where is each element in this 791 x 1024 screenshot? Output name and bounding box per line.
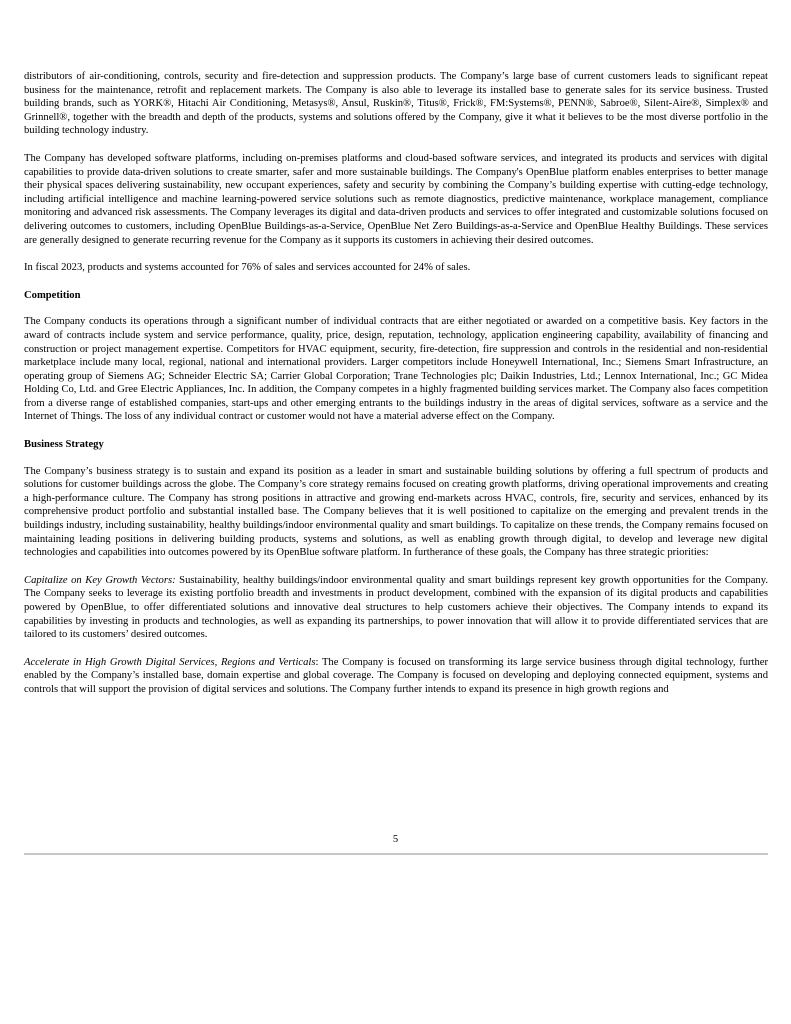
paragraph-software-platforms: The Company has developed software platforms, including on-premises platforms and cloud-based software services, and integrated its products and services with digital capabilities to provide data-driven solutions to create smarter, safer and more sustainable buildings. The Company's OpenBlue platform enables enterprises to better manage their physical spaces delivering sustainability, new occupant experiences, safety and security by combining the Company’s building expertise with cutting-edge technology, including artificial intelligence and machine learning-powered service solutions such as remote diagnostics, predictive maintenance, workplace management, compliance monitoring and advanced risk assessments. The Company leverages its digital and data-driven products and services to offer integrated and customizable solutions focused on delivering outcomes to customers, including OpenBlue Buildings-as-a-Service, OpenBlue Net Zero Buildings-as-a-Service and OpenBlue Healthy Buildings. These services are generally designed to generate recurring revenue for the Company as it supports its customers in achieving their desired outcomes. bbox=[24, 152, 768, 246]
paragraph-growth-vectors bbox=[24, 574, 768, 642]
page-number: 5 bbox=[392, 834, 399, 845]
growth-vectors-body: Sustainability, healthy buildings/indoor environmental quality and smart buildings represent key growth opportunities for the Company. The Company seeks to leverage its existing portfolio breadth and investments in product development, combined with the expansion of its digital products and capabilities powered by OpenBlue, to offer differentiated solutions and innovative deal structures to help customers achieve their objectives. The Company intends to expand its capabilities by investing in products and technologies, as well as expanding its partnerships, to power innovation that will allow it to provide differentiated services that are tailored to its customers’ desired outcomes. bbox=[24, 574, 768, 641]
paragraph-sales-mix: In fiscal 2023, products and systems accounted for 76% of sales and services accounted for 24% of sales. bbox=[24, 262, 471, 274]
growth-vectors-lead: Capitalize on Key Growth Vectors: bbox=[24, 574, 176, 586]
digital-services-body: : The Company is focused on transforming its large service business through digital technology, further enabled by the Company’s installed base, domain expertise and global coverage. The Company is focused on developing and deploying connected equipment, systems and controls that will support the provision of digital services and solutions. The Company further intends to expand its presence in high growth regions and bbox=[24, 656, 769, 695]
digital-services-lead: Accelerate in High Growth Digital Services, Regions and Verticals bbox=[24, 656, 316, 668]
paragraph-competition: The Company conducts its operations through a significant number of individual contracts that are either negotiated or awarded on a competitive basis. Key factors in the award of contracts include system and service performance, quality, price, design, reputation, technology, application engineering capability, availability of financing and construction or project management expertise. Competitors for HVAC equipment, security, fire-detection, fire suppression and controls in the residential and non-residential marketplace include many local, regional, national and international providers. Larger competitors include Honeywell International, Inc.; Siemens Smart Infrastructure, an operating group of Siemens AG; Schneider Electric SA; Carrier Global Corporation; Trane Technologies plc; Daikin Industries, Ltd.; Lennox International, Inc.; GC Midea Holding Co, Ltd. and Gree Electric Appliances, Inc. In addition, the Company competes in a highly fragmented building services market. The Company also faces competition from a diverse range of established companies, start-ups and other emerging entrants to the buildings industry in the areas of digital services, software as a service and the Internet of Things. The loss of any individual contract or customer would not have a material adverse effect on the Company. bbox=[24, 316, 768, 423]
section-heading-competition: Competition bbox=[24, 289, 81, 301]
page-divider bbox=[24, 853, 768, 855]
section-heading-business-strategy: Business Strategy bbox=[24, 439, 104, 451]
paragraph-digital-services bbox=[24, 656, 768, 697]
paragraph-business-strategy: The Company’s business strategy is to sustain and expand its position as a leader in smart and sustainable building solutions by offering a full spectrum of products and solutions for customer buildings across the globe. The Company’s core strategy remains focused on creating growth platforms, driving operational improvements and creating a high-performance culture. The Company has strong positions in attractive and growing end-markets across HVAC, controls, fire, security and services, enhanced by its comprehensive product portfolio and substantial installed base. The Company believes that it is well positioned to capitalize on the emerging and prevalent trends in the buildings industry, including sustainability, healthy buildings/indoor environmental quality and smart buildings. To capitalize on these trends, the Company remains focused on maintaining leading positions in delivering building products, systems and solutions, as well as enabling growth through digital, to develop and leverage new digital technologies and capabilities into outcomes powered by its OpenBlue software platform. In furtherance of these goals, the Company has three strategic priorities: bbox=[24, 465, 768, 559]
document-page bbox=[24, 70, 768, 711]
paragraph-brands: distributors of air-conditioning, controls, security and fire-detection and suppression products. The Company’s large base of current customers leads to significant repeat business for the maintenance, retrofit and replacement markets. The Company is also able to leverage its installed base to generate sales for its service business. Trusted building brands, such as YORK®, Hitachi Air Conditioning, Metasys®, Ansul, Ruskin®, Titus®, Frick®, FM:Systems®, PENN®, Sabroe®, Silent-Aire®, Simplex® and Grinnell®, together with the breadth and depth of the products, systems and solutions offered by the Company, give it what it believes to be the most diverse portfolio in the building technology industry. bbox=[24, 71, 768, 137]
